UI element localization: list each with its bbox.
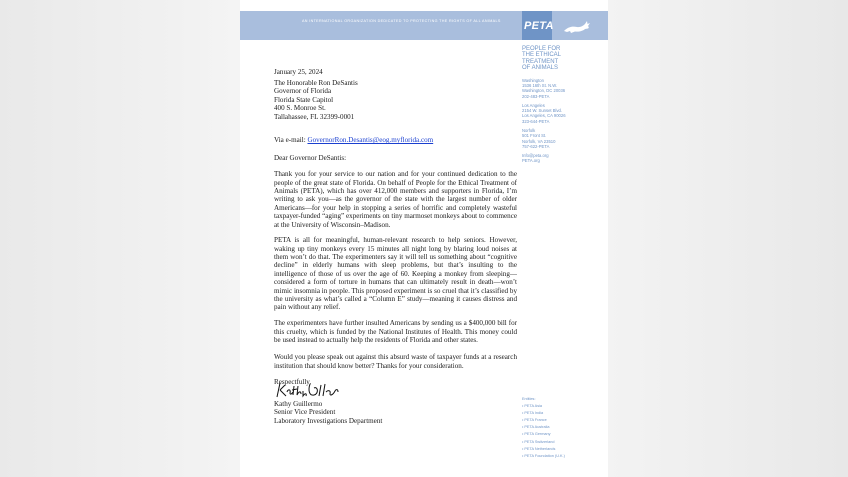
entity-name: PETA India — [524, 411, 544, 416]
entity-item: • PETA Asia — [522, 404, 543, 409]
office-line: 1536 16th St. N.W. — [522, 82, 558, 88]
background-left — [0, 0, 240, 477]
letter-date: January 25, 2024 — [274, 68, 323, 77]
closing: Respectfully, — [274, 378, 312, 387]
address-line: 400 S. Monroe St. — [274, 104, 326, 113]
body-paragraph: Would you please speak out against this absurd waste of taxpayer funds at a research institution that should know better? Thanks for your consideration. — [274, 353, 517, 370]
address-line: Florida State Capitol — [274, 95, 334, 104]
org-full-name — [522, 46, 602, 72]
signer-department: Laboratory Investigations Department — [274, 416, 383, 425]
signature-block — [274, 400, 517, 425]
entity-name: PETA France — [524, 418, 547, 423]
org-name-line: PEOPLE FOR — [522, 46, 561, 52]
signer-name: Kathy Guillermo — [274, 400, 323, 408]
entity-item: • PETA Netherlands — [522, 446, 556, 451]
salutation: Dear Governor DeSantis: — [274, 154, 347, 163]
office-line: 2154 W. Sunset Blvd. — [522, 108, 563, 114]
letterhead-sidebar — [522, 46, 602, 164]
office-los-angeles — [522, 103, 602, 124]
entity-name: PETA Foundation (U.K.) — [524, 453, 565, 458]
office-city: Washington — [522, 77, 544, 83]
banner-tagline: AN INTERNATIONAL ORGANIZATION DEDICATED TO PROTECTING THE RIGHTS OF ALL ANIMALS — [302, 19, 501, 23]
entity-item: • PETA India — [522, 411, 544, 416]
rabbit-icon — [562, 20, 592, 34]
entity-name: PETA Australia — [524, 425, 550, 430]
entity-item: • PETA France — [522, 418, 547, 423]
office-washington — [522, 78, 602, 99]
office-city: Norfolk — [522, 128, 536, 133]
address-line: The Honorable Ron DeSantis — [274, 79, 358, 87]
office-line: 757-622-PETA — [522, 143, 550, 149]
governor-email-link[interactable]: GovernorRon.Desantis@eog.myflorida.com — [307, 136, 434, 145]
entity-name: PETA Germany — [524, 432, 551, 437]
org-name-line: THE ETHICAL — [522, 52, 562, 59]
entity-name: PETA Switzerland — [524, 439, 555, 444]
office-line: Los Angeles, CA 90026 — [522, 113, 566, 119]
org-name-line: OF ANIMALS — [522, 65, 559, 72]
body-paragraph: The experimenters have further insulted Americans by sending us a $400,000 bill for this cruelty, which is funded by the National Institutes of Health. This money could be used instead to actually help the residents of Florida and other states. — [274, 319, 517, 344]
entity-item: • PETA Australia — [522, 425, 550, 430]
body-paragraph: Thank you for your service to our nation and for your continued dedication to the people of the great state of Florida. On behalf of People for the Ethical Treatment of Animals (PETA), which has over 412,000 members and supporters in Florida, I’m writing to ask you—as the governor of the state with the largest number of older Americans—for your help in stopping a series of horrific and completely wasteful taxpayer-funded “aging” experiments on tiny marmoset monkeys about to commence at the University of Wisconsin–Madison. — [274, 170, 517, 229]
peta-logo: PETA — [524, 20, 554, 32]
handwritten-signature — [274, 380, 340, 400]
address-line: Tallahassee, FL 32399-0001 — [274, 112, 355, 121]
via-label: Via e-mail: — [274, 136, 306, 145]
via-email-line — [274, 136, 517, 144]
body-paragraph: PETA is all for meaningful, human-relevant research to help seniors. However, waking up tiny monkeys every 15 minutes all night long by blaring loud noises at them won’t do that. The experimenters say it will tell us something about “cognitive decline” in elderly humans with sleep problems, but that’s insulting to the intelligence of those of us over the age of 60. Keeping a monkey from sleeping—considered a form of torture in humans that can ultimately result in death—won’t mimic insomnia in people. This proposed experiment is so cruel that it’s classified by the university as what’s called a “Column E” study—meaning it causes distress and pain without any relief. — [274, 236, 517, 312]
entity-item: • PETA Switzerland — [522, 439, 555, 444]
entity-item: • PETA Foundation (U.K.) — [522, 453, 565, 458]
address-line: Governor of Florida — [274, 87, 332, 96]
office-city: Los Angeles — [522, 102, 545, 108]
contact-email[interactable]: Info@peta.org — [522, 153, 549, 159]
signer-title: Senior Vice President — [274, 408, 336, 417]
entity-item: • PETA Germany — [522, 432, 551, 437]
entities-title: Entities: — [522, 397, 536, 401]
background-right — [608, 0, 848, 477]
office-line: Norfolk, VA 23510 — [522, 138, 556, 144]
office-line: 501 Front St. — [522, 133, 547, 139]
recipient-address — [274, 79, 517, 121]
org-name-line: TREATMENT — [522, 58, 559, 65]
entity-name: PETA Asia — [524, 404, 543, 409]
contact-web — [522, 153, 602, 164]
office-norfolk — [522, 128, 602, 149]
office-line: 202-483-PETA — [522, 93, 550, 99]
entity-name: PETA Netherlands — [524, 446, 556, 451]
office-line: Washington, DC 20036 — [522, 88, 566, 94]
letter-page — [240, 0, 608, 477]
website-link[interactable]: PETA.org — [522, 158, 540, 164]
office-line: 323-644-PETA — [522, 118, 550, 124]
entities-list — [522, 396, 565, 460]
